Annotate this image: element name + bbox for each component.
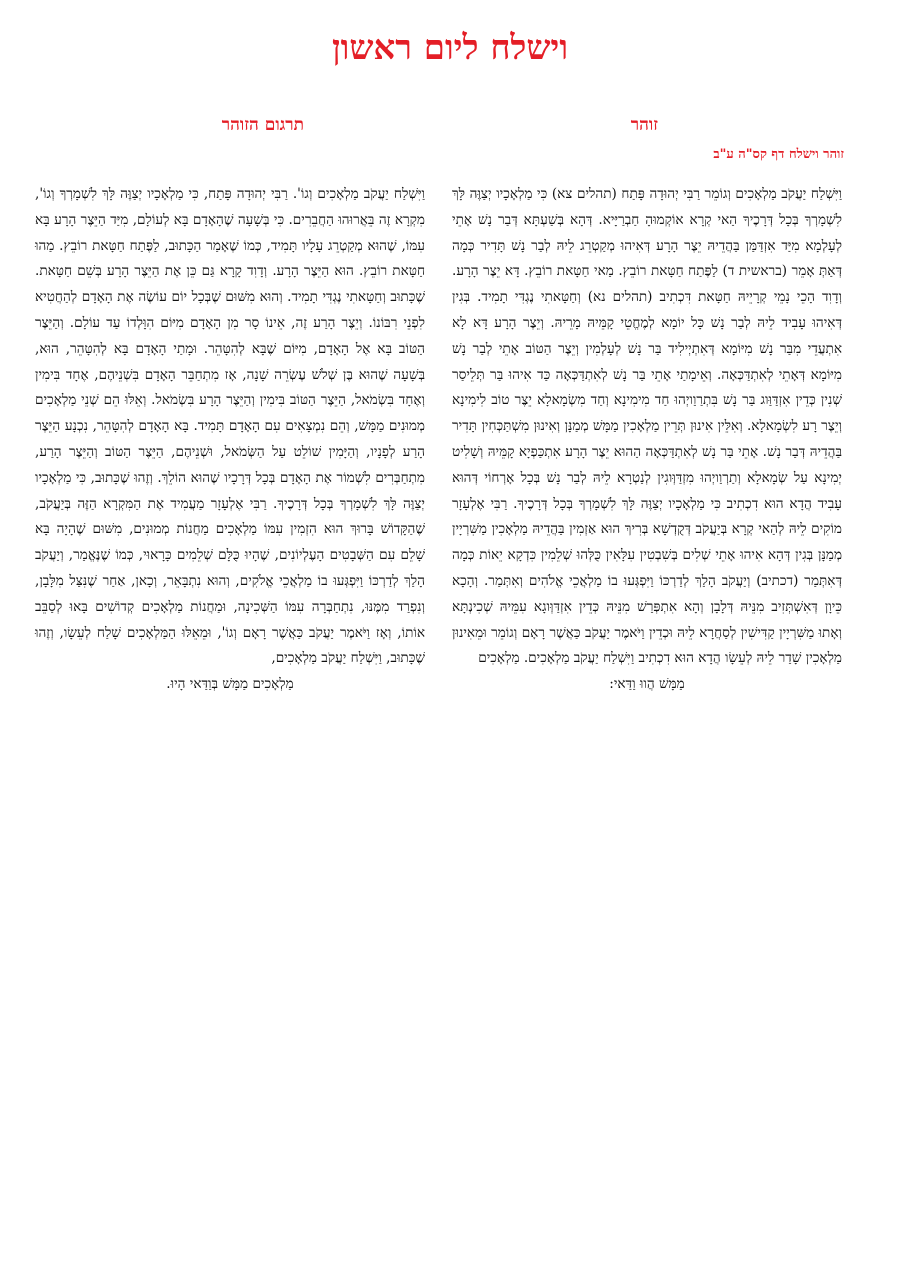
page-title: וישלח ליום ראשון — [331, 28, 569, 68]
targum-last-line: מַלְאָכִים מַמָּשׁ בְּוַדַּאי הָיוּ. — [166, 676, 294, 693]
zohar-column-header: זוהר — [630, 115, 658, 135]
zohar-last-line: מַמָּשׁ הֲווּ וַדַּאי: — [609, 676, 685, 693]
zohar-text-column — [452, 182, 842, 698]
targum-body-text: וַיִּשְׁלַח יַעֲקֹב מַלְאָכִים וְגוֹ'. רַבִּי יְהוּדָה פָּתַח, כִּי מַלְאָכָיו יְצַוֶּה לָּךְ לִשְׁמָרְךָ וְגוֹ', מִקְרָא זֶה בֵּאֲרוּהוּ הַחֲבֵרִים. כִּי בְּשָׁעָה שֶׁהָאָדָם בָּא לְעוֹלָם, מִיַּד הַיֵּצֶר הָרָע בָּא עִמּוֹ, שֶׁהוּא מְקַטְרֵג עָלָיו תָּמִיד, כְּמוֹ שֶׁאָמַר הַכָּתוּב, לַפֶּתַח חַטָּאת רוֹבֵץ. מַהוּ חַטָּאת רוֹבֵץ. הוּא הַיֵּצֶר הָרָע. וְדָוִד קָרָא גַּם כֵּן אֶת הַיֵּצֶר הָרָע בְּשֵׁם חַטָּאת. שֶׁכָּתוּב וְחַטָּאתִי נֶגְדִּי תָמִיד. וְהוּא מִשּׁוּם שֶׁבְּכָל יוֹם עוֹשֶׂה אֶת הָאָדָם לְהַחֲטִיא לִפְנֵי רִבּוֹנוֹ. וְיֵצֶר הָרַע זֶה, אֵינוֹ סָר מִן הָאָדָם מִיּוֹם הִוָּלְדוֹ עַד עוֹלָם. וְהַיֵּצֶר הַטּוֹב בָּא אֶל הָאָדָם, מִיּוֹם שֶׁבָּא לְהִטָּהֵר. וּמָתַי הָאָדָם בָּא לְהִטָּהֵר, הוּא, בְּשָׁעָה שֶׁהוּא בֶּן שְׁלֹשׁ עֶשְׂרֵה שָׁנָה, אָז מִתְחַבֵּר הָאָדָם בִּשְׁנֵיהֶם, אֶחָד בִּימִין וְאֶחָד בִּשְׂמֹאל, הַיֵּצֶר הַטּוֹב בִּימִין וְהַיֵּצֶר הָרָע בִּשְׂמֹאל. וְאֵלּוּ הֵם שְׁנֵי מַלְאָכִים מְמוּנִים מַמָּשׁ, וְהֵם נִמְצָאִים עִם הָאָדָם תָּמִיד. בָּא הָאָדָם לְהִטָּהֵר, נִכְנָע הַיֵּצֶר הָרַע לְפָנָיו, וְהַיָּמִין שׁוֹלֵט עַל הַשְּׂמֹאל, וּשְׁנֵיהֶם, הַיֵּצֶר הַטּוֹב וְהַיֵּצֶר הָרַע, מִתְחַבְּרִים לִשְׁמוֹר אֶת הָאָדָם בְּכָל דְּרָכָיו שֶׁהוּא הוֹלֵךְ. וְזֶהוּ שֶׁכָּתוּב, כִּי מַלְאָכָיו יְצַוֶּה לָּךְ לִשְׁמָרְךָ בְּכָל דְּרָכֶיךָ. רַבִּי אֶלְעָזָר מַעֲמִיד אֶת הַמִּקְרָא הַזֶּה בְּיַעֲקֹב, שֶׁהַקָּדוֹשׁ בָּרוּךְ הוּא הִזְמִין עִמּוֹ מַלְאָכִים מַחֲנוֹת מְמוּנִים, מִשּׁוּם שֶׁהָיָה בָּא שָׁלֵם עִם הַשְּׁבָטִים הָעֶלְיוֹנִים, שֶׁהָיוּ כֻּלָּם שְׁלֵמִים כָּרָאוּי, כְּמוֹ שֶׁנֶּאֱמַר, וְיַעֲקֹב הָלַךְ לְדַרְכּוֹ וַיִּפְגְּעוּ בוֹ מַלְאֲכֵי אֱלֹקִים, וְהוּא נִתְבָּאֵר, וְכָאן, אַחַר שֶׁנִּצַּל מִלָּבָן, וְנִפְרַד מִמֶּנּוּ, נִתְחַבְּרָה עִמּוֹ הַשְּׁכִינָה, וּמַחֲנוֹת מַלְאָכִים קְדוֹשִׁים בָּאוּ לְסַבֵּב אוֹתוֹ, וְאָז וַיֹּאמֶר יַעֲקֹב כַּאֲשֶׁר רָאָם וְגוֹ', וּמֵאֵלּוּ הַמַּלְאָכִים שָׁלַח לְעֵשָׂו, וְזֶהוּ שֶׁכָּתוּב, וַיִּשְׁלַח יַעֲקֹב מַלְאָכִים, — [35, 186, 425, 667]
daf-reference: זוהר וישלח דף קס"ה ע"ב — [713, 147, 844, 162]
zohar-body-text: וַיִּשְׁלַח יַעֲקֹב מַלְאָכִים וְגוֹמֵר רַבִּי יְהוּדָה פָּתַח (תהלים צא) כִּי מַלְאָכָיו יְצַוֶּה לָּךְ לִשְׁמָרְךָ בְּכָל דְּרָכֶיךָ הַאי קְרָא אוֹקְמוּהָ חַבְרַיָּיא. דְּהָא בְּשַׁעְתָּא דְּבַר נָשׁ אָתֵי לְעָלְמָא מִיַּד אִזְדַּמַּן בַּהֲדֵיהּ יֵצֶר הָרָע דְּאִיהוּ מְקַטְרֵג לֵיהּ לְבַר נָשׁ תָּדִיר כְּמָה דְּאַתְּ אָמֵר (בראשית ד) לַפֶּתַח חַטָּאת רוֹבֵץ. מַאי חַטָּאת רוֹבֵץ. דָּא יֵצֶר הָרָע. וְדָוִד הָכֵי נָמֵי קְרָיֵיהּ חַטָּאת דִּכְתִיב (תהלים נא) וְחַטָּאתִי נֶגְדִּי תָמִיד. בְּגִין דְּאִיהוּ עָבִיד לֵיהּ לְבַר נָשׁ כָּל יוֹמָא לְמֶחֱטֵי קָמֵּיהּ מָרֵיהּ. וְיֵצֶר הָרָע דָּא לָא אִתְעֲדֵי מִבַּר נָשׁ מִיּוֹמָא דְּאִתְיְילִיד בַּר נָשׁ לְעָלְמִין וְיֵצֶר הַטּוֹב אָתֵי לְבַר נָשׁ מִיּוֹמָא דְּאָתֵי לְאִתְדַּכְּאָה. וְאֵימָתַי אָתֵי בַּר נָשׁ לְאִתְדַּכְּאָה כַּד אִיהוּ בַּר תְּלֵיסַר שְׁנִין כְּדֵין אִזְדַּוַּוג בַּר נָשׁ בִּתְרַוַויְהוּ חַד מִימִינָא וְחַד מִשְׂמָאלָא יֵצֶר טוֹב לִימִינָא וְיֵצֶר רָע לִשְׂמָאלָא. וְאִלֵּין אִינוּן תְּרֵין מַלְאָכִין מַמָּשׁ מְמַנָּן וְאִינוּן מִשְׁתַּכְּחִין תָּדִיר בַּהֲדֵיהּ דְּבַר נָשׁ. אָתֵי בַּר נָשׁ לְאִתְדַּכְּאָה הַהוּא יֵצֶר הָרָע אִתְכַּפְיָא קָמֵּיהּ וְשָׁלִיט יְמִינָא עַל שְׂמָאלָא וְתַרְוַויְהוּ מִזְדַּוְּוגִין לְנַטְרָא לֵיהּ לְבַר נָשׁ בְּכָל אָרְחוֹי דְּהוּא עָבִיד הֲדָא הוּא דִכְתִיב כִּי מַלְאָכָיו יְצַוֶּה לָּךְ לִשְׁמָרְךָ בְּכָל דְּרָכֶיךָ. רַבִּי אֶלְעָזָר מוֹקִים לֵיהּ לְהַאי קְרָא בְּיַעֲקֹב דְּקֻדְשָׁא בְּרִיךְ הוּא אַזְמִין בַּהֲדֵיהּ מַלְאָכִין מַשִּׁרְיָין מְמַנָּן בְּגִין דְּהָא אִיהוּ אָתֵי שְׁלִים בְּשִׁבְטִין עִלָּאִין כֻּלְּהוּ שְׁלֵמִין כִּדְקָא יֵאוֹת כְּמָה דְּאִתְּמַר (דכתיב) וְיַעֲקֹב הָלַךְ לְדַרְכּוֹ וַיִּפְגְּעוּ בוֹ מַלְאֲכֵי אֱלֹהִים וְאִתְּמַר. וְהָכָא כֵּיוָן דְּאִשְׁתְּזִיב מִנֵּיהּ דְּלָבָן וְהָא אִתְפְּרַשׁ מִנֵּיהּ כְּדֵין אִזְדַּוְּוגָא עִמֵּיהּ שְׁכִינְתָּא וְאָתוּ מַשִּׁרְיָין קַדִּישִׁין לְסַחֲרָא לֵיהּ וּכְדֵין וַיֹּאמֶר יַעֲקֹב כַּאֲשֶׁר רָאָם וְגוֹמֵר וּמֵאִינוּן מַלְאָכִין שָׁדַר לֵיהּ לְעֵשָׂו הֲדָא הוּא דִכְתִיב וַיִּשְׁלַח יַעֲקֹב מַלְאָכִים. מַלְאָכִים — [452, 186, 842, 667]
targum-text-column — [35, 182, 425, 698]
targum-column-header: תרגום הזוהר — [221, 115, 304, 135]
